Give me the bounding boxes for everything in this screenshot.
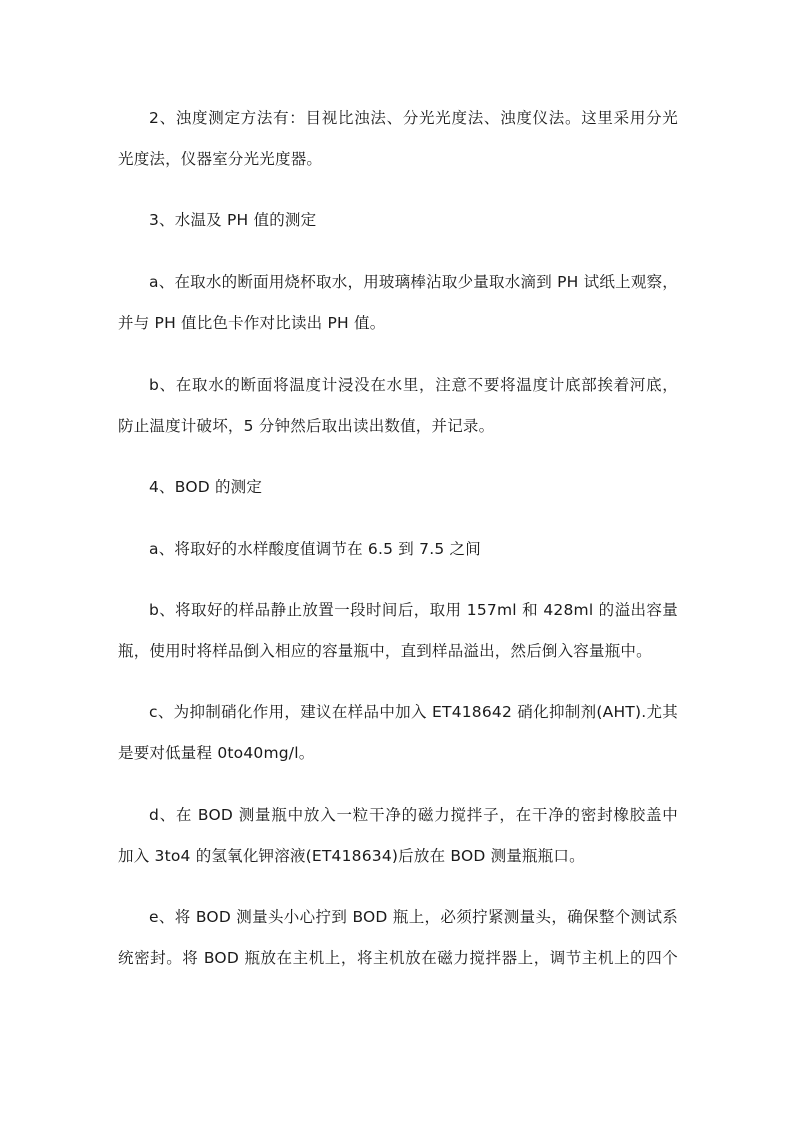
text-line: a、在取水的断面用烧杯取水，用玻璃棒沾取少量取水滴到 PH 试纸上观察， [149,273,678,291]
heading-bod [118,467,678,508]
text-line: c、为抑制硝化作用，建议在样品中加入 ET418642 硝化抑制剂(AHT).尤其 [149,703,678,721]
paragraph-ph-a [118,262,678,344]
text-line: b、在取水的断面将温度计浸没在水里，注意不要将温度计底部挨着河底， [149,376,678,394]
text-line: 是要对低量程 0to40mg/l。 [118,744,315,762]
heading-water-temp-ph [118,200,678,241]
text-line: 光度法，仪器室分光光度器。 [118,150,323,168]
text-line: 3、水温及 PH 值的测定 [149,211,317,229]
text-line: 2、浊度测定方法有：目视比浊法、分光光度法、浊度仪法。这里采用分光 [149,109,678,127]
paragraph-bod-e [118,897,678,979]
paragraph-bod-c [118,692,678,774]
text-line: 防止温度计破坏，5 分钟然后取出读出数值，并记录。 [118,417,495,435]
text-line: a、将取好的水样酸度值调节在 6.5 到 7.5 之间 [149,540,481,558]
text-line: 统密封。将 BOD 瓶放在主机上，将主机放在磁力搅拌器上，调节主机上的四个 [118,949,678,967]
paragraph-turbidity-method [118,98,678,180]
paragraph-bod-d [118,795,678,877]
text-line: 4、BOD 的测定 [149,478,263,496]
text-line: 加入 3to4 的氢氧化钾溶液(ET418634)后放在 BOD 测量瓶瓶口。 [118,847,585,865]
text-line: d、在 BOD 测量瓶中放入一粒干净的磁力搅拌子，在干净的密封橡胶盖中 [149,806,678,824]
paragraph-bod-a [118,529,678,570]
paragraph-bod-b [118,590,678,672]
text-line: e、将 BOD 测量头小心拧到 BOD 瓶上，必须拧紧测量头，确保整个测试系 [149,908,678,926]
text-line: 并与 PH 值比色卡作对比读出 PH 值。 [118,314,386,332]
text-line: b、将取好的样品静止放置一段时间后，取用 157ml 和 428ml 的溢出容量 [149,601,678,619]
paragraph-temp-b [118,365,678,447]
text-line: 瓶，使用时将样品倒入相应的容量瓶中，直到样品溢出，然后倒入容量瓶中。 [118,642,652,660]
